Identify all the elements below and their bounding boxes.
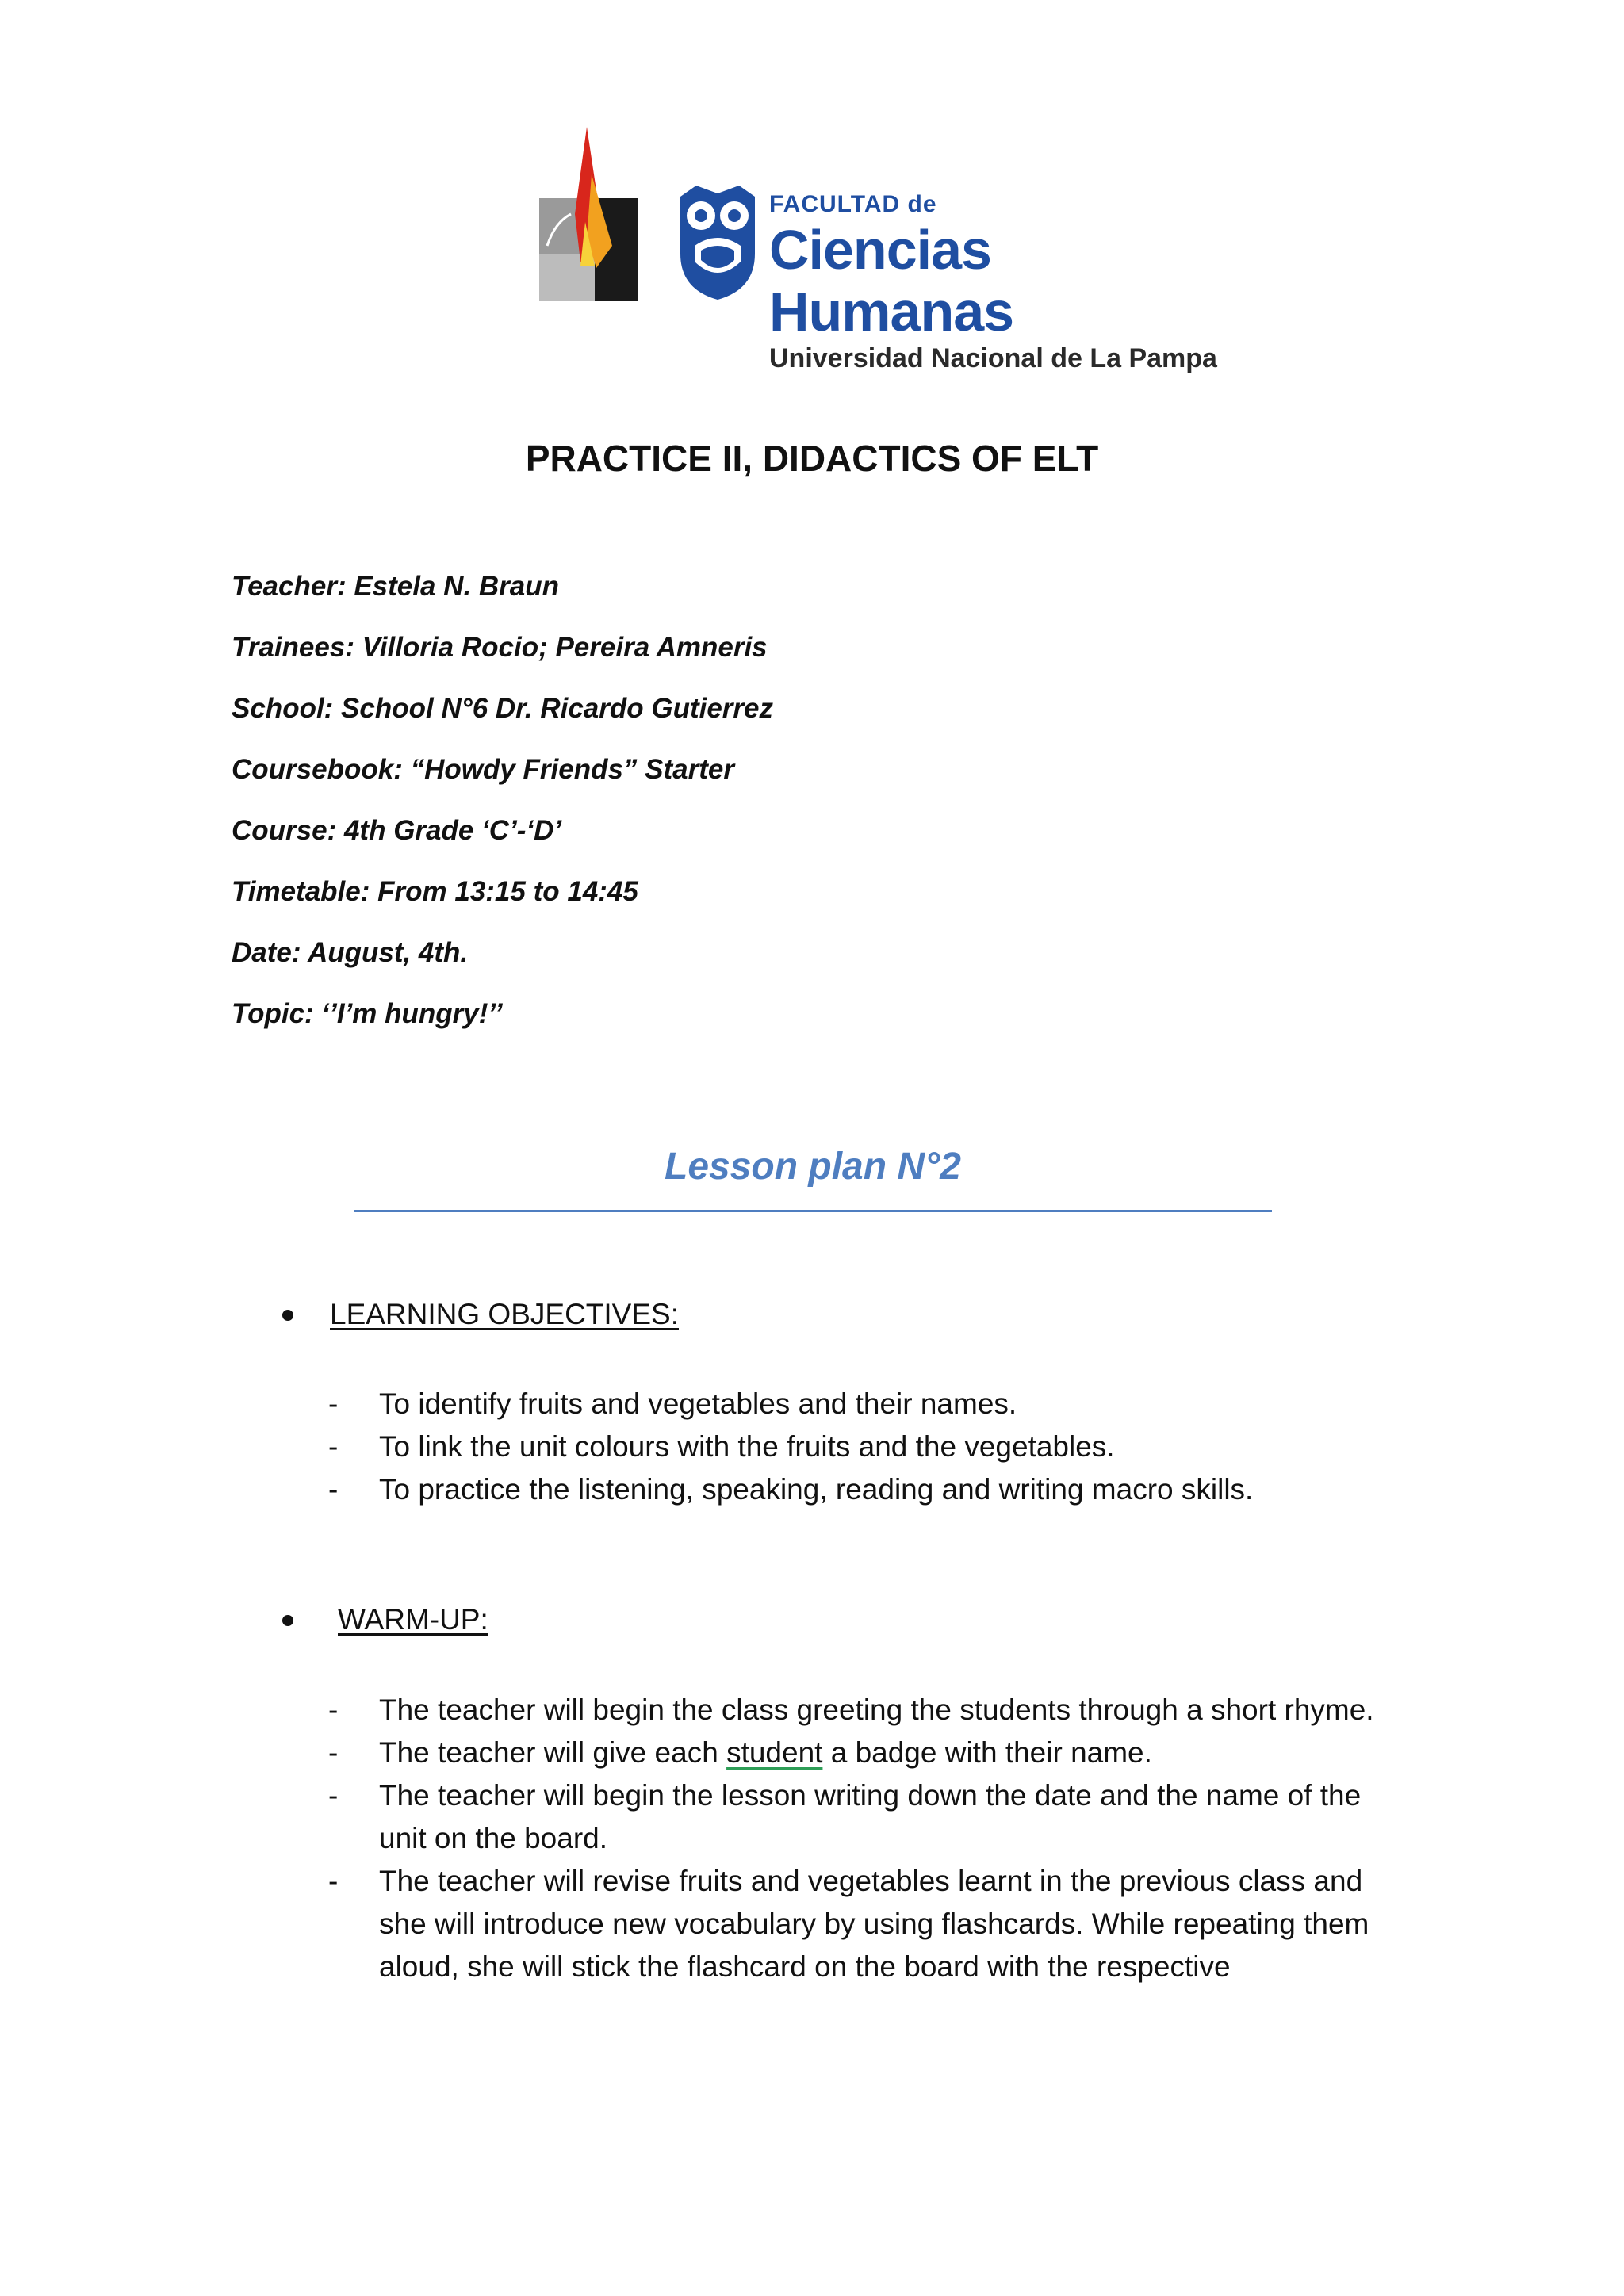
warmup-list: [328, 1689, 1407, 1988]
info-course: Course: 4th Grade ‘C’-‘D’: [232, 815, 562, 846]
objective-text: To practice the listening, speaking, reading and writing macro skills.: [379, 1473, 1254, 1506]
logo-text-block: [769, 190, 1229, 374]
faculty-logo: [539, 127, 1221, 373]
owl-icon: [674, 182, 761, 301]
dash-marker: -: [328, 1387, 339, 1420]
warmup-text: The teacher will revise fruits and vegetables learnt in the previous class and she will introduce new vocabulary by using flashcards. While repeating them aloud, she will stick the flashcard on the board with the respective: [379, 1865, 1369, 1983]
document-title: PRACTICE II, DIDACTICS OF ELT: [525, 438, 1099, 479]
warmup-heading: WARM-UP:: [338, 1603, 488, 1636]
lesson-info-list: [232, 571, 773, 1059]
heading-rule: [354, 1210, 1272, 1212]
bullet-icon: [282, 1615, 293, 1626]
logo-faculty-name: Ciencias Humanas: [769, 219, 1014, 342]
list-item: [328, 1860, 1407, 1988]
flame-emblem-icon: [539, 127, 642, 304]
dash-marker: -: [328, 1736, 339, 1769]
info-trainees: Trainees: Villoria Rocio; Pereira Amneris: [232, 632, 768, 663]
objective-text: To link the unit colours with the fruits and the vegetables.: [379, 1430, 1115, 1463]
list-item: [328, 1689, 1407, 1732]
dash-marker: -: [328, 1473, 339, 1506]
info-timetable: Timetable: From 13:15 to 14:45: [232, 876, 638, 907]
dash-marker: -: [328, 1779, 339, 1812]
dash-marker: -: [328, 1865, 339, 1897]
info-school: School: School N°6 Dr. Ricardo Gutierrez: [232, 693, 774, 724]
objectives-list: [328, 1383, 1407, 1511]
list-item: [328, 1732, 1407, 1774]
info-date: Date: August, 4th.: [232, 937, 469, 968]
objectives-heading: LEARNING OBJECTIVES:: [330, 1298, 679, 1330]
list-item: [328, 1383, 1407, 1425]
lesson-plan-heading: Lesson plan N°2: [665, 1146, 961, 1188]
info-coursebook: Coursebook: “Howdy Friends” Starter: [232, 754, 734, 785]
info-teacher: Teacher: Estela N. Braun: [232, 571, 560, 602]
warmup-text: The teacher will begin the lesson writing down the date and the name of the unit on the board.: [379, 1779, 1362, 1854]
logo-faculty-prefix: FACULTAD de: [769, 191, 937, 217]
info-topic: Topic: ‘’I’m hungry!’’: [232, 998, 503, 1029]
objective-text: To identify fruits and vegetables and their names.: [379, 1387, 1017, 1420]
warmup-text: The teacher will begin the class greeting the students through a short rhyme.: [379, 1693, 1374, 1726]
logo-university-name: Universidad Nacional de La Pampa: [769, 343, 1217, 373]
bullet-icon: [282, 1310, 293, 1321]
warmup-text: The teacher will give each: [379, 1736, 727, 1769]
list-item: [328, 1774, 1407, 1860]
dash-marker: -: [328, 1693, 339, 1726]
list-item: [328, 1425, 1407, 1468]
list-item: [328, 1468, 1407, 1511]
spellcheck-flagged-word: student: [726, 1736, 823, 1769]
dash-marker: -: [328, 1430, 339, 1463]
warmup-text: a badge with their name.: [822, 1736, 1152, 1769]
